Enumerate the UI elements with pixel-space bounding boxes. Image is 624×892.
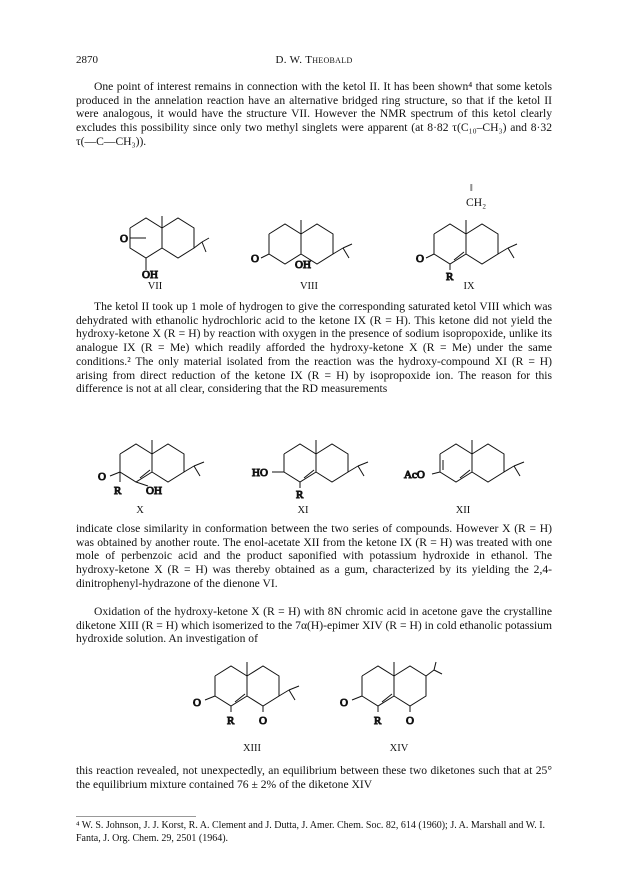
structure-viii — [251, 214, 365, 271]
label-viii: VIII — [299, 281, 319, 292]
structure-x — [100, 436, 220, 496]
structure-vii — [110, 212, 210, 280]
ch2-subscript-group: CH₂ — [466, 196, 487, 209]
page-header — [76, 54, 552, 70]
oxygen-label-xiv-b: O — [406, 715, 414, 727]
structure-xiv — [342, 656, 462, 726]
paragraph-equilibrium: this reaction revealed, not unexpectedly, an equilibrium between these two diketones such that at 25° the equilibrium mixture contained 76 ± 2% of the diketone XIV — [76, 764, 552, 791]
hydroxyl-label-viii: OH — [295, 259, 311, 271]
r-label-xiii: R — [227, 715, 235, 727]
double-bond-mark: ‖ — [470, 183, 473, 194]
r-label-ix: R — [446, 271, 454, 283]
oxygen-label-xiv-a: O — [340, 697, 348, 709]
paragraph-conformation: indicate close similarity in conformation between the two series of compounds. However X (R = H) was obtained by another route. The enol-acetate XII from the ketone IX (R = H) was treated with one mole of perbenzoic acid and the product saponified with potassium hydroxide in ethanol. The hydroxy-ketone X (R = H) was thereby obtained as a gum, characterized by its yielding the 2,4-dinitrophenyl-hydrazone of the dienone VI. — [76, 522, 552, 590]
label-xiii: XIII — [242, 743, 262, 754]
label-x: X — [136, 505, 144, 516]
label-xi: XI — [297, 505, 309, 516]
structure-xiii — [195, 656, 315, 726]
oxygen-label-viii: O — [251, 253, 259, 265]
running-head: D. W. Theobald — [275, 54, 353, 66]
label-vii: VII — [147, 281, 163, 292]
hydroxyl-label-xi: HO — [252, 467, 268, 479]
paragraph-oxidation: Oxidation of the hydroxy-ketone X (R = H) with 8N chromic acid in acetone gave the crystalline diketone XIII (R = H) which isomerized to the 7α(H)-epimer XIV (R = H) in cold ethanolic potassium hydroxide solution. An investigation of — [76, 605, 552, 646]
footnote-rule — [76, 816, 196, 817]
r-label-x: R — [114, 485, 122, 497]
oxygen-label-xiii-b: O — [259, 715, 267, 727]
oxygen-label-x: O — [98, 471, 106, 483]
structure-ix — [416, 214, 530, 283]
page-number: 2870 — [76, 54, 98, 66]
oxygen-label-vii: O — [120, 233, 128, 245]
paragraph-ketol-ii: One point of interest remains in connection with the ketol II. It has been shown⁴ that some ketols produced in the annelation reaction have an alternative bridged ring structure, so that if the ketol II were analogous, it would have the structure VII. However the NMR spectrum of this ketol clearly excludes this possibility since only two methyl singlets were apparent (at 8·82 τ(C₁₀–CH₃) and 8·32 τ(—C—CH₃)). — [76, 80, 552, 148]
oxygen-label-ix: O — [416, 253, 424, 265]
hydroxyl-label-x: OH — [146, 485, 162, 497]
footnote: ⁴ W. S. Johnson, J. J. Korst, R. A. Clement and J. Dutta, J. Amer. Chem. Soc. 82, 614 (1960); J. A. Marshall and W. I. Fanta, J. Org. Chem. 29, 2501 (1964). — [76, 820, 546, 844]
r-label-xiv: R — [374, 715, 382, 727]
structure-xi — [252, 436, 378, 501]
hydroxyl-label-vii: OH — [142, 269, 158, 281]
label-xii: XII — [455, 505, 471, 516]
paragraph-ketol-viii: The ketol II took up 1 mole of hydrogen to give the corresponding saturated ketol VIII which was dehydrated with ethanolic hydrochloric acid to the ketone IX (R = H). This ketone did not yield the hydroxy-ketone X (R = H) by reaction with oxygen in the presence of sodium isopropoxide, unlike its analogue IX (R = Me) which readily afforded the hydroxy-ketone X (R = Me) under the same conditions.² The only material isolated from the reaction was the hydroxy-compound XI (R = H) arising from direct reduction of the ketone IX (R = H) by isopropoxide ion. The reason for this difference is not at all clear, considering that the RD measurements — [76, 300, 552, 396]
label-ix: IX — [463, 281, 475, 292]
acetoxy-label-xii: AcO — [404, 469, 425, 481]
structure-xii — [404, 436, 530, 496]
r-label-xi: R — [296, 489, 304, 501]
label-xiv: XIV — [389, 743, 409, 754]
oxygen-label-xiii-a: O — [193, 697, 201, 709]
